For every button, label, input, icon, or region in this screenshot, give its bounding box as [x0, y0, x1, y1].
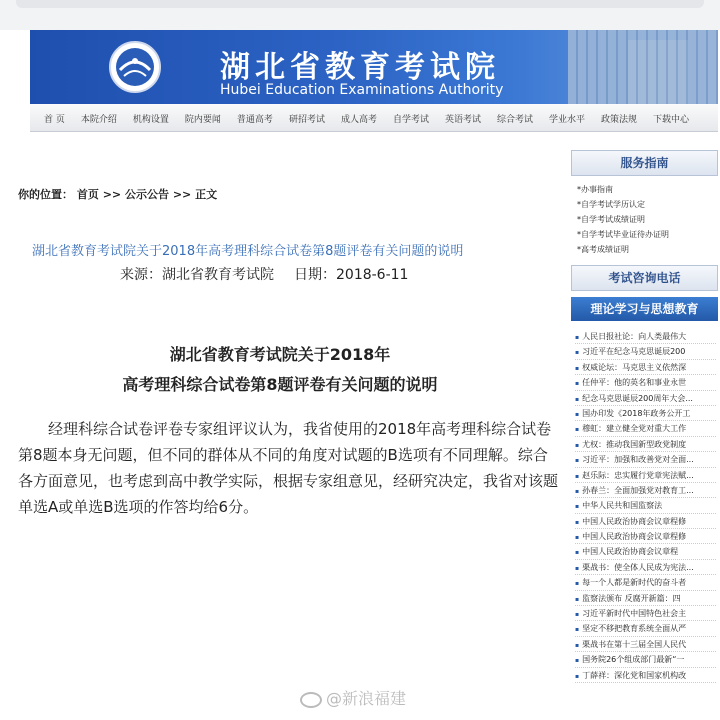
- news-item[interactable]: ▪ 坚定不移把教育系统全面从严: [575, 621, 716, 636]
- article-heading-1: 湖北省教育考试院关于2018年: [169, 345, 391, 364]
- news-item[interactable]: ▪ 习近平在纪念马克思诞辰200: [575, 344, 716, 359]
- nav-item[interactable]: 首 页: [44, 114, 65, 125]
- breadcrumb-notice[interactable]: 公示公告: [124, 188, 169, 201]
- nav-item[interactable]: 成人高考: [340, 114, 377, 125]
- breadcrumb: [18, 186, 217, 202]
- source-label: 来源：: [120, 267, 162, 283]
- service-item[interactable]: *高考成绩证明: [577, 245, 629, 254]
- service-item[interactable]: *自学考试毕业证待办证明: [577, 230, 669, 239]
- weibo-logo-icon: [300, 692, 322, 708]
- news-item[interactable]: ▪ 纪念马克思诞辰200周年大会...: [575, 391, 716, 406]
- site-title-en: Hubei Education Examinations Authority: [220, 82, 504, 98]
- news-item[interactable]: ▪ 尤权：推动我国新型政党制度: [575, 437, 716, 452]
- news-item[interactable]: ▪ 丁薛祥：深化党和国家机构改: [575, 668, 716, 683]
- nav-item[interactable]: 英语考试: [444, 114, 481, 125]
- news-item[interactable]: ▪ 任仲平：他的英名和事业永世: [575, 375, 716, 390]
- news-item[interactable]: ▪ 赵乐际：忠实履行党章宪法赋...: [575, 468, 716, 483]
- news-item[interactable]: ▪ 权威论坛：马克思主义依然深: [575, 360, 716, 375]
- article-body: 经理科综合试卷评卷专家组评议认为，我省使用的2018年高考理科综合试卷第8题本身无问题，但不同的群体从不同的角度对试题的B选项有不同理解。综合各方面意见，也考虑到高中教学实际，根据专家组意见，经研究决定，我省对该题单选A或单选B选项的作答均给6分。: [18, 420, 559, 516]
- sidebar: [571, 150, 718, 720]
- news-item[interactable]: ▪ 栗战书在第十三届全国人民代: [575, 637, 716, 652]
- article-title-link[interactable]: 湖北省教育考试院关于2018年高考理科综合试卷第8题评卷有关问题的说明: [32, 244, 464, 259]
- breadcrumb-sep: >>: [172, 188, 192, 201]
- news-item[interactable]: ▪ 孙春兰：全面加强党对教育工...: [575, 483, 716, 498]
- main-nav: [30, 104, 718, 132]
- news-item[interactable]: ▪ 中国人民政治协商会议章程: [575, 544, 716, 559]
- news-item[interactable]: ▪ 每一个人都是新时代的奋斗者: [575, 575, 716, 590]
- nav-item[interactable]: 普通高考: [236, 114, 273, 125]
- phone-title[interactable]: 考试咨询电话: [571, 265, 718, 291]
- nav-item[interactable]: 政策法规: [601, 114, 638, 125]
- service-list: [571, 176, 718, 257]
- nav-item[interactable]: 院内要闻: [184, 114, 221, 125]
- service-item[interactable]: *自学考试学历认定: [577, 200, 645, 209]
- service-item[interactable]: *自学考试成绩证明: [577, 215, 645, 224]
- browser-top-bar: [0, 0, 720, 30]
- news-item[interactable]: ▪ 习近平新时代中国特色社会主: [575, 606, 716, 621]
- source-value: 湖北省教育考试院: [162, 267, 274, 283]
- building-graphic-2: [568, 30, 718, 104]
- news-item[interactable]: ▪ 穆虹：建立健全党对重大工作: [575, 421, 716, 436]
- date-label: 日期：: [294, 267, 336, 283]
- nav-item[interactable]: 下载中心: [653, 114, 690, 125]
- nav-item[interactable]: 研招考试: [288, 114, 325, 125]
- date-value: 2018-6-11: [336, 267, 409, 283]
- news-item[interactable]: ▪ 中国人民政治协商会议章程修: [575, 529, 716, 544]
- news-item[interactable]: ▪ 习近平：加强和改善党对全面...: [575, 452, 716, 467]
- breadcrumb-sep: >>: [102, 188, 122, 201]
- news-item[interactable]: ▪ 栗战书：使全体人民成为宪法...: [575, 560, 716, 575]
- nav-item[interactable]: 学业水平: [549, 114, 586, 125]
- breadcrumb-current: 正文: [195, 188, 218, 201]
- service-item[interactable]: *办事指南: [577, 185, 613, 194]
- news-item[interactable]: ▪ 国办印发《2018年政务公开工: [575, 406, 716, 421]
- article-meta: [120, 264, 408, 284]
- news-item[interactable]: ▪ 监察法颁布 反腐开新篇：四: [575, 591, 716, 606]
- news-item[interactable]: ▪ 中国人民政治协商会议章程修: [575, 514, 716, 529]
- nav-item[interactable]: 机构设置: [132, 114, 169, 125]
- news-item[interactable]: ▪ 人民日报社论：向人类最伟大: [575, 329, 716, 344]
- watermark: [300, 686, 406, 709]
- site-title: 湖北省教育考试院: [220, 50, 500, 85]
- news-list: [571, 321, 718, 683]
- news-item[interactable]: ▪ 中华人民共和国监察法: [575, 498, 716, 513]
- nav-item[interactable]: 本院介绍: [80, 114, 117, 125]
- nav-item[interactable]: 自学考试: [392, 114, 429, 125]
- watermark-text: @新浪福建: [326, 689, 407, 708]
- nav-item[interactable]: 综合考试: [497, 114, 534, 125]
- learning-title: 理论学习与思想教育: [571, 297, 718, 321]
- news-item[interactable]: ▪ 国务院26个组成部门最新“一: [575, 652, 716, 667]
- breadcrumb-home[interactable]: 首页: [76, 188, 99, 201]
- emblem-icon: [108, 40, 162, 94]
- service-guide-title: 服务指南: [571, 150, 718, 176]
- breadcrumb-label: 你的位置：: [18, 188, 73, 201]
- site-banner: [30, 30, 718, 104]
- address-field[interactable]: [16, 0, 704, 8]
- article-heading-2: 高考理科综合试卷第8题评卷有关问题的说明: [122, 375, 438, 394]
